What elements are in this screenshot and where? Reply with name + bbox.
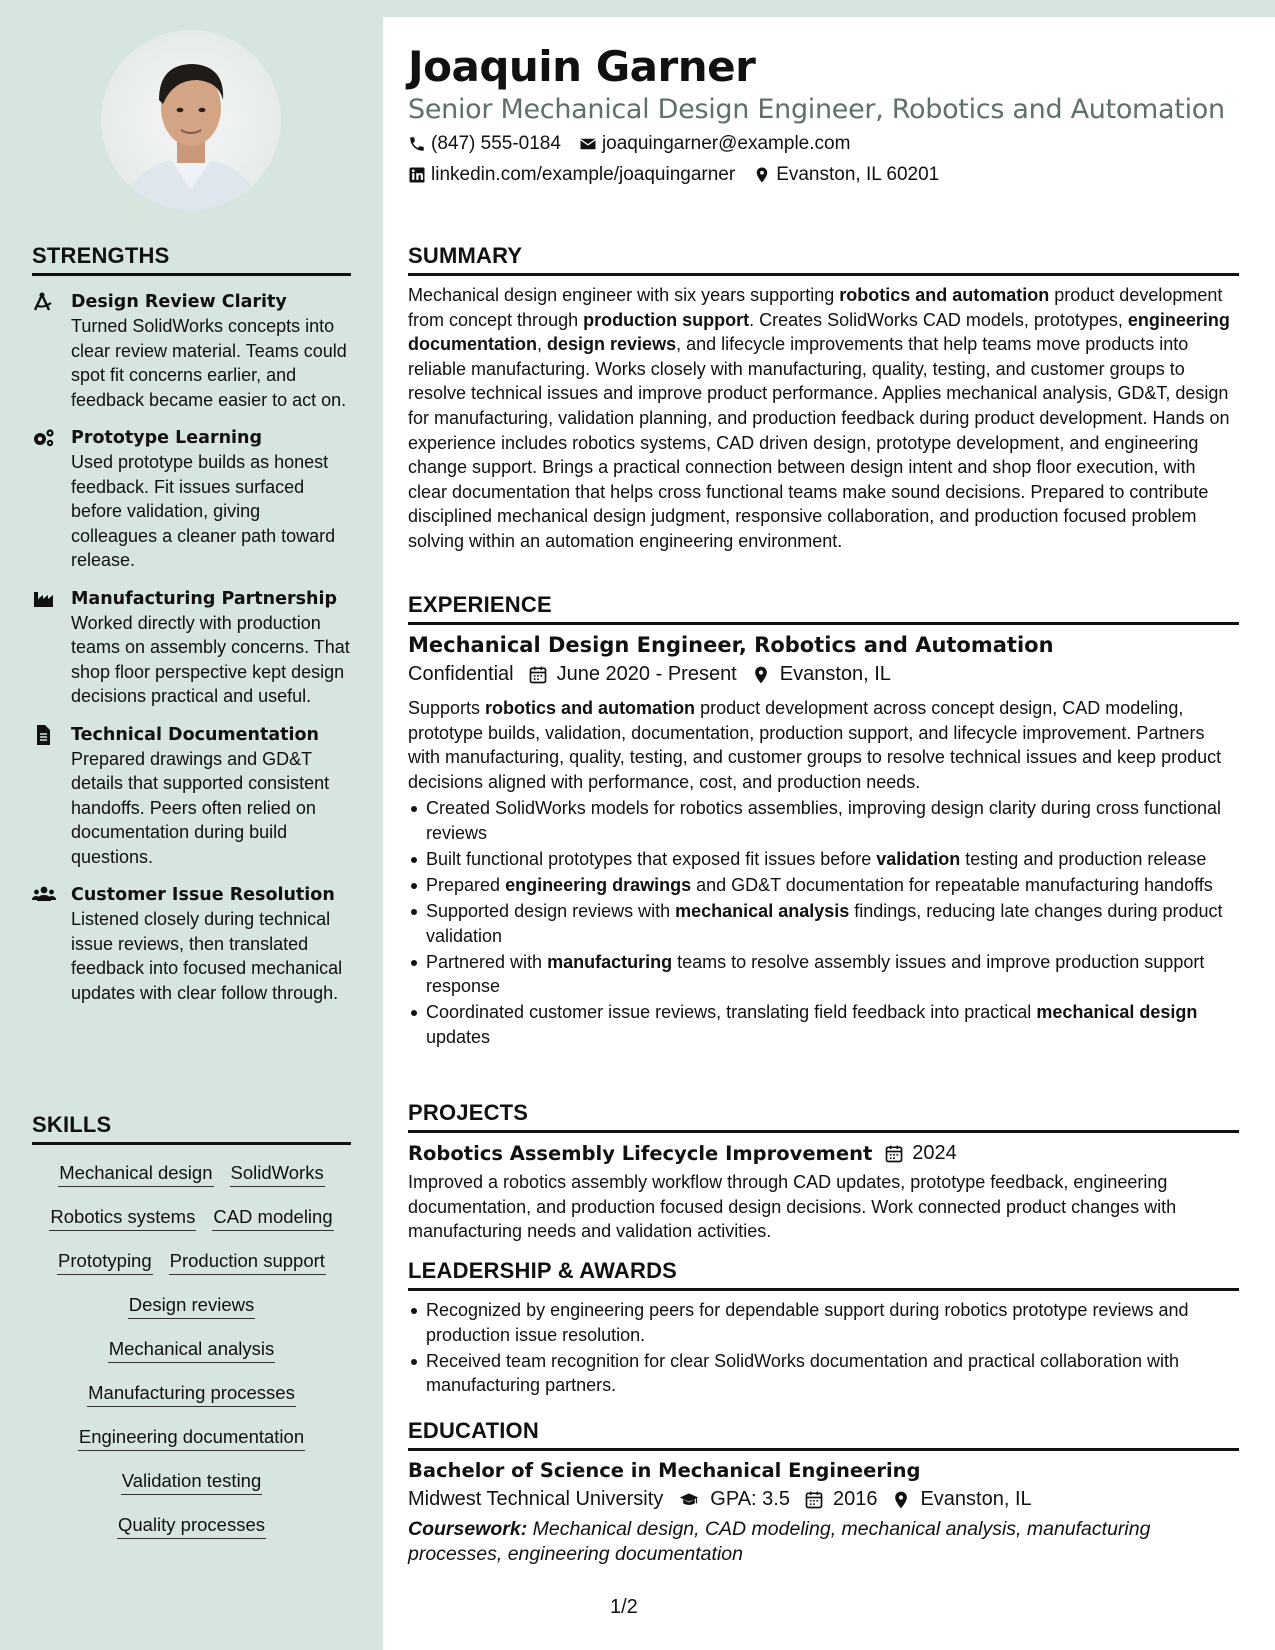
strength-item: [32, 290, 351, 412]
calendar-icon: [804, 1490, 824, 1510]
gpa-item: [677, 1488, 790, 1511]
summary-heading: SUMMARY: [408, 243, 1239, 276]
calendar-icon: [528, 665, 548, 685]
summary-section: [408, 243, 1239, 554]
map-pin-icon: [891, 1490, 911, 1510]
skill-tag: Production support: [169, 1251, 326, 1275]
graduation-cap-icon: [677, 1490, 701, 1510]
education-meta: [408, 1488, 1239, 1511]
strength-desc: Prepared drawings and GD&T details that supported consistent handoffs. Peers often relied on documentation during build questions.: [71, 748, 330, 867]
strength-desc: Used prototype builds as honest feedback. Fit issues surfaced before validation, giving colleagues a cleaner path toward release.: [71, 452, 336, 570]
skill-tag: Validation testing: [121, 1471, 263, 1495]
list-item: Prepared engineering drawings and GD&T documentation for repeatable manufacturing handoffs: [408, 873, 1239, 898]
strength-item: [32, 883, 351, 1005]
list-item: Partnered with manufacturing teams to resolve assembly issues and improve production support response: [408, 950, 1239, 999]
list-item: Coordinated customer issue reviews, translating field feedback into practical mechanical design updates: [408, 1000, 1239, 1049]
leadership-section: [408, 1258, 1239, 1399]
phone-item: [408, 133, 561, 155]
skill-tag: SolidWorks: [230, 1163, 325, 1187]
strength-title: Prototype Learning: [71, 428, 263, 448]
location-item: [753, 164, 939, 186]
leadership-list: [408, 1298, 1239, 1398]
list-item: Recognized by engineering peers for dependable support during robotics prototype reviews and production issue resolution.: [408, 1298, 1239, 1347]
strength-title: Customer Issue Resolution: [71, 885, 335, 905]
strengths-heading: STRENGTHS: [32, 243, 351, 276]
edu-location: Evanston, IL: [920, 1488, 1032, 1510]
gpa-text: GPA: 3.5: [710, 1488, 790, 1510]
leadership-heading: LEADERSHIP & AWARDS: [408, 1258, 1239, 1291]
projects-heading: PROJECTS: [408, 1100, 1239, 1133]
skills-section: [32, 1112, 351, 1553]
skill-tag: Manufacturing processes: [87, 1383, 296, 1407]
summary-text: Mechanical design engineer with six years supporting robotics and automation product development from concept through production support. Creates SolidWorks CAD models, prototypes, engineering documentation, design reviews, and lifecycle improvements that help teams move products into reliable manufacturing. Works closely with manufacturing, quality, testing, and customer groups to resolve technical issues and improve product performance. Applies mechanical analysis, GD&T, design for manufacturing, validation planning, and production feedback during product development. Hands on experience includes robotics systems, CAD driven design, prototype development, and engineering change support. Brings a practical connection between design intent and shop floor execution, with clear documentation that helps cross functional teams make sound decisions. Prepared to contribute disciplined mechanical design judgment, responsive collaboration, and production focused problem solving within an automation engineering environment.: [408, 285, 1230, 551]
company-name: Confidential: [408, 663, 514, 685]
projects-section: [408, 1100, 1239, 1244]
degree-title: Bachelor of Science in Mechanical Engineering: [408, 1459, 921, 1482]
strength-item: [32, 587, 351, 709]
skill-tag: Mechanical design: [58, 1163, 213, 1187]
edu-location-item: [891, 1488, 1031, 1511]
strength-desc: Listened closely during technical issue reviews, then translated feedback into focused mechanical updates with clear follow through.: [71, 909, 343, 1003]
skill-tag: Engineering documentation: [78, 1427, 305, 1451]
strength-desc: Turned SolidWorks concepts into clear review material. Teams could spot fit concerns earlier, and feedback became easier to act on.: [71, 316, 347, 410]
job-location: Evanston, IL: [779, 663, 891, 685]
skill-tag: Design reviews: [128, 1295, 255, 1319]
project-year: 2024: [912, 1142, 957, 1164]
phone-icon: [408, 135, 426, 153]
strength-title: Technical Documentation: [71, 724, 320, 745]
candidate-title: Senior Mechanical Design Engineer, Robotics and Automation: [408, 94, 1225, 125]
strengths-section: [32, 243, 351, 1005]
profile-photo: [101, 30, 281, 210]
job-dates: June 2020 - Present: [556, 663, 737, 685]
coursework-text: Mechanical design, CAD modeling, mechanical analysis, manufacturing processes, engineering documentation: [408, 1518, 1151, 1565]
location-text: Evanston, IL 60201: [776, 164, 940, 185]
file-text-icon: [32, 725, 56, 745]
phone-text[interactable]: (847) 555-0184: [431, 133, 561, 154]
list-item: Received team recognition for clear SolidWorks documentation and practical collaboration with manufacturing partners.: [408, 1349, 1239, 1398]
gears-icon: [32, 428, 56, 448]
job-dates-item: [528, 663, 737, 686]
drafting-compass-icon: [32, 292, 56, 312]
contact-row-2: [408, 164, 957, 186]
linkedin-item: [408, 164, 735, 186]
email-text[interactable]: joaquingarner@example.com: [601, 133, 851, 154]
edu-year: 2016: [832, 1488, 878, 1510]
strength-title: Manufacturing Partnership: [71, 588, 337, 609]
education-section: [408, 1418, 1239, 1566]
strength-title: Design Review Clarity: [71, 292, 287, 312]
email-icon: [579, 135, 597, 153]
project-desc: Improved a robotics assembly workflow through CAD updates, prototype feedback, engineering documentation, and production focused design decisions. Work connected product changes with manufacturing needs and validation activities.: [408, 1172, 1177, 1242]
school-name: Midwest Technical University: [408, 1488, 664, 1510]
strength-item: [32, 426, 351, 573]
skill-tag: Robotics systems: [49, 1207, 196, 1231]
project-title: Robotics Assembly Lifecycle Improvement: [408, 1142, 873, 1165]
job-title: Mechanical Design Engineer, Robotics and Automation: [408, 633, 1054, 657]
list-item: Supported design reviews with mechanical analysis findings, reducing late changes during product validation: [408, 899, 1239, 948]
calendar-icon: [884, 1144, 904, 1164]
job-intro: Supports robotics and automation product development across concept design, CAD modeling, prototype builds, validation, documentation, production support, and lifecycle improvement. Partners with manufacturing, quality, testing, and customer groups to resolve technical issues and keep product decisions aligned with performance, cost, and production needs.: [408, 698, 1222, 792]
map-pin-icon: [751, 665, 771, 685]
linkedin-icon: [408, 166, 426, 184]
strength-desc: Worked directly with production teams on assembly concerns. That shop floor perspective kept design decisions practical and useful.: [71, 612, 350, 706]
linkedin-text[interactable]: linkedin.com/example/joaquingarner: [431, 164, 736, 185]
list-item: Built functional prototypes that exposed fit issues before validation testing and production release: [408, 847, 1239, 872]
users-icon: [32, 885, 56, 905]
candidate-name: Joaquin Garner: [408, 42, 756, 91]
job-bullets: [408, 796, 1239, 1049]
experience-heading: EXPERIENCE: [408, 592, 1239, 625]
list-item: Created SolidWorks models for robotics assemblies, improving design clarity during cross functional reviews: [408, 796, 1239, 845]
industry-icon: [32, 589, 56, 609]
coursework-label: Coursework:: [408, 1518, 528, 1540]
map-pin-icon: [753, 166, 771, 184]
skill-tag: Mechanical analysis: [108, 1339, 276, 1363]
email-item: [579, 133, 850, 155]
skill-tag: Quality processes: [117, 1515, 266, 1539]
project-header: [408, 1142, 1239, 1165]
job-meta: [408, 663, 1239, 686]
strength-item: [32, 723, 351, 870]
skills-list: [32, 1157, 351, 1553]
skill-tag: CAD modeling: [212, 1207, 333, 1231]
coursework: [408, 1517, 1239, 1566]
skill-tag: Prototyping: [57, 1251, 153, 1275]
experience-section: [408, 592, 1239, 1051]
contact-row-1: [408, 133, 868, 155]
skills-heading: SKILLS: [32, 1112, 351, 1145]
education-heading: EDUCATION: [408, 1418, 1239, 1451]
job-location-item: [751, 663, 891, 686]
edu-year-item: [804, 1488, 878, 1511]
page-number: 1/2: [610, 1596, 638, 1618]
